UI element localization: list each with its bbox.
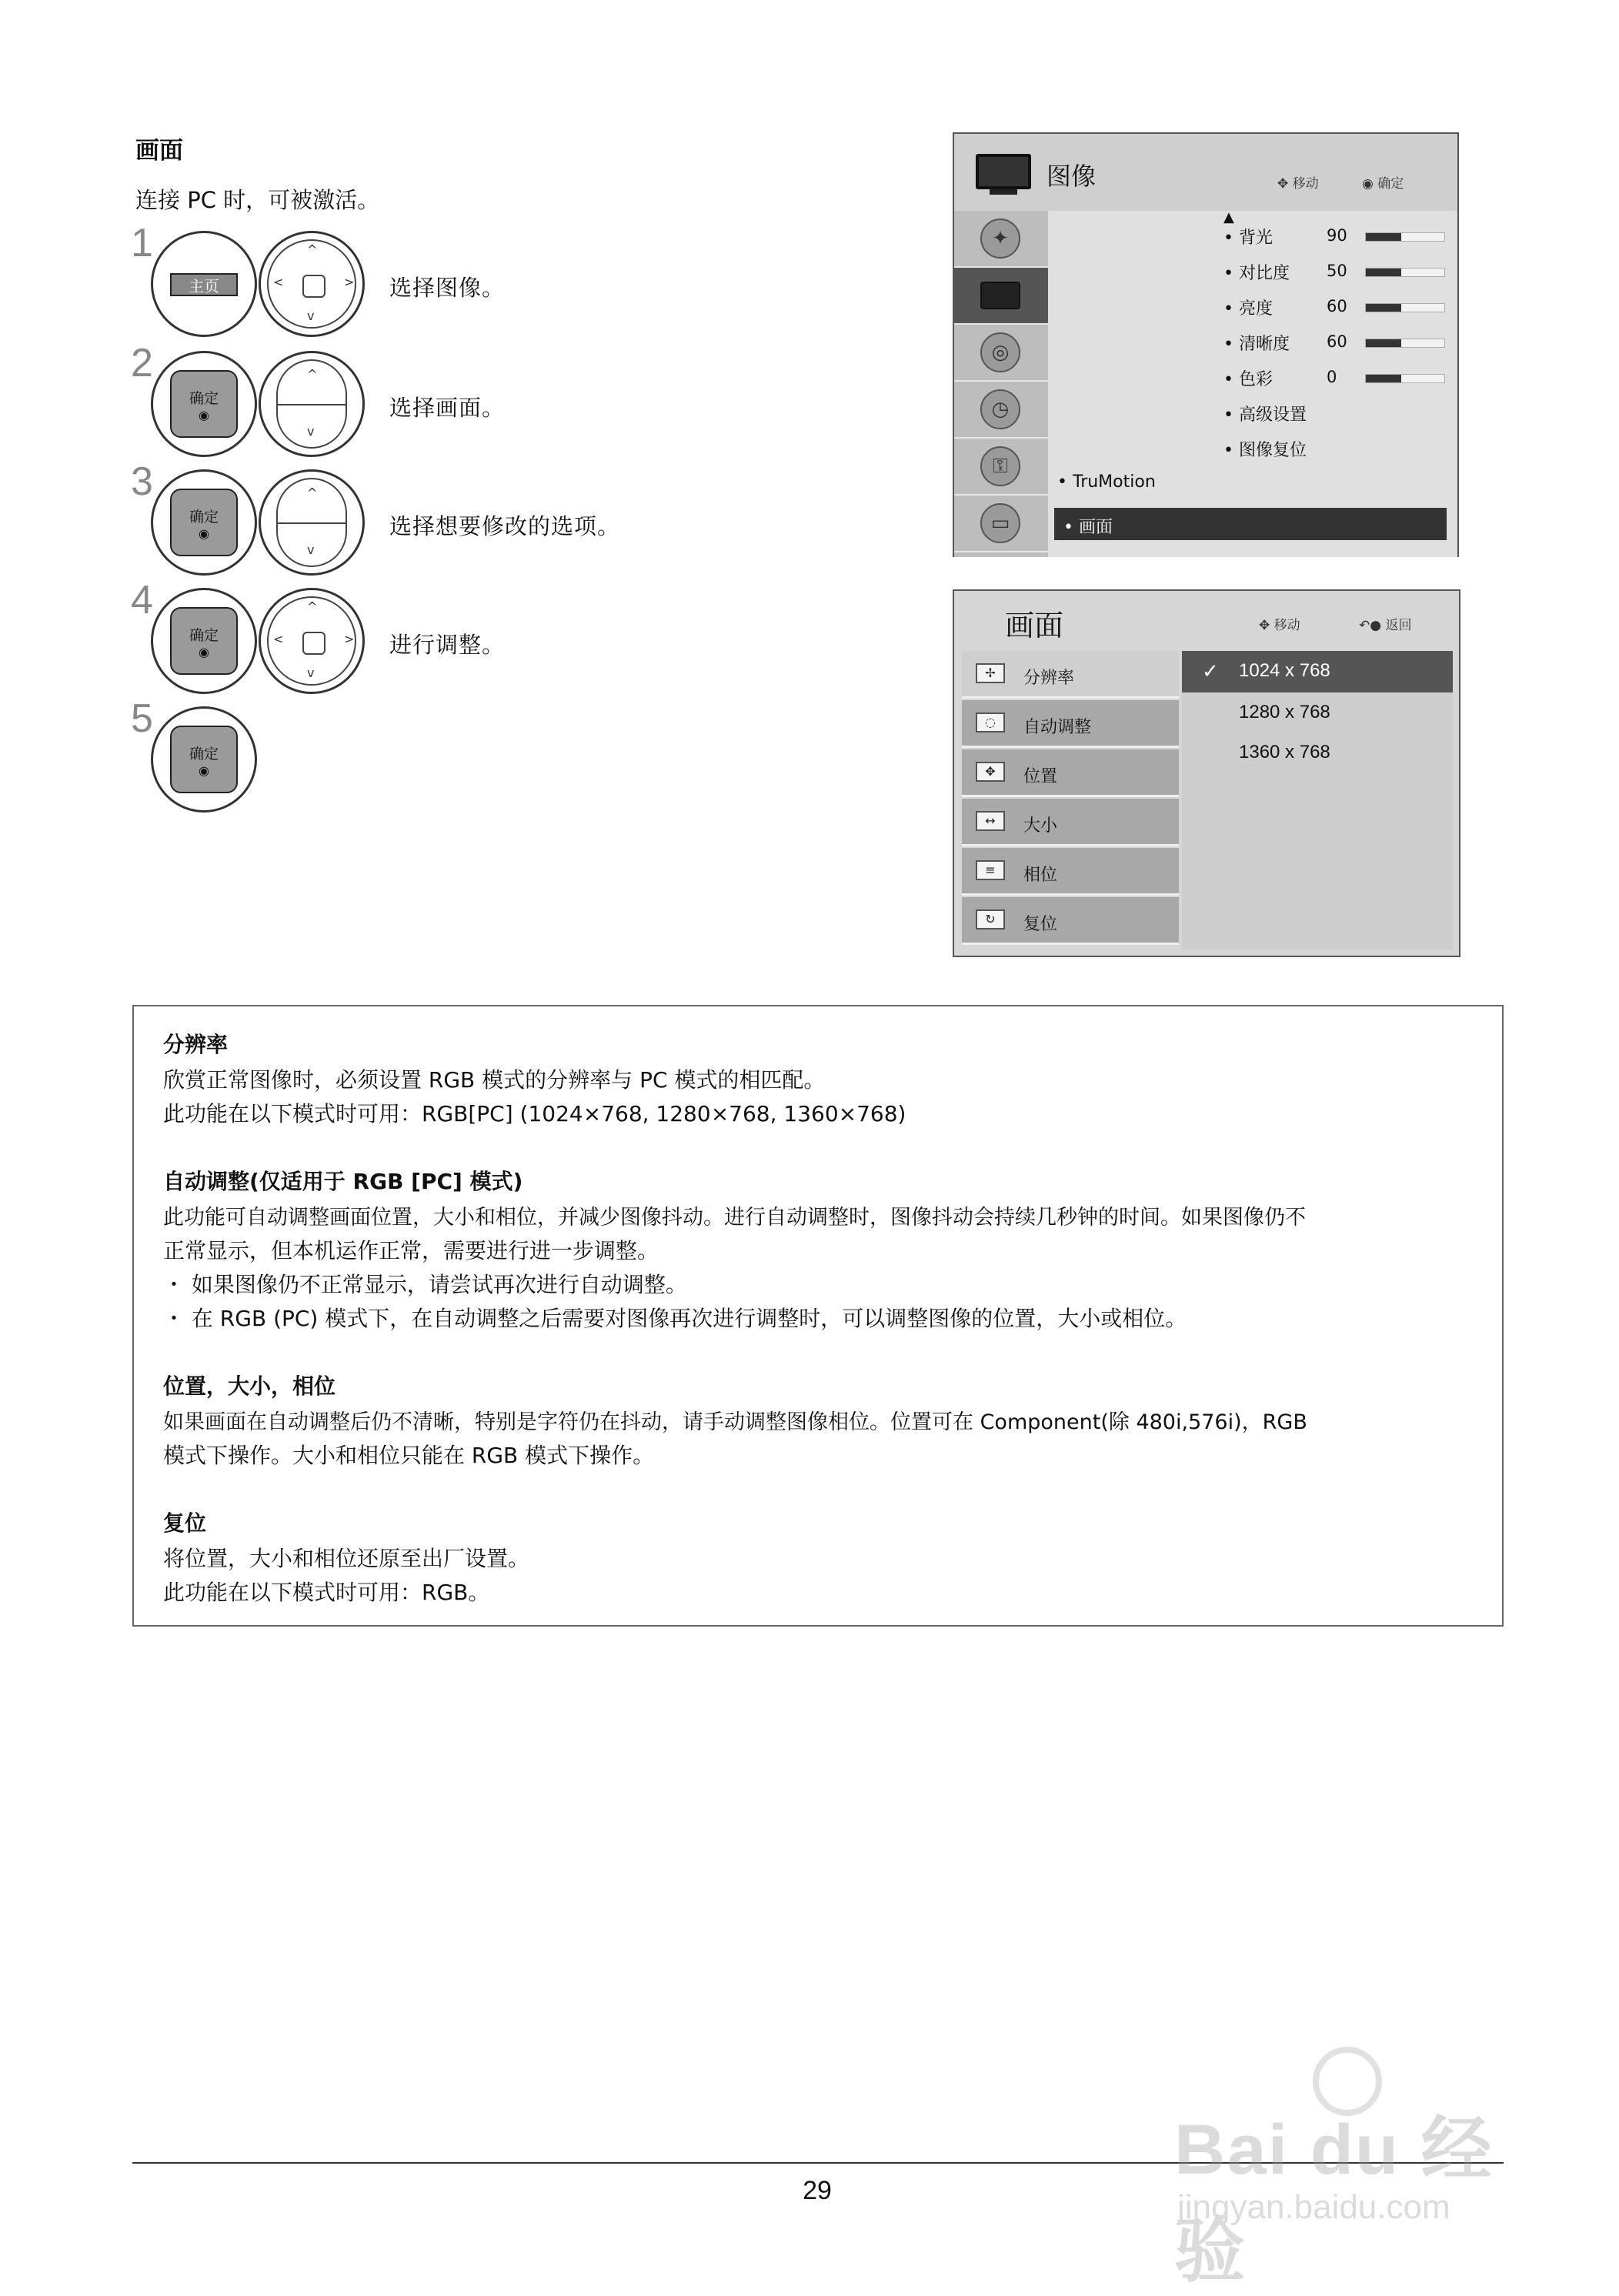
- step-number: 4: [131, 578, 153, 622]
- reset-icon: ↻: [976, 909, 1005, 929]
- row-label: 自动调整: [1023, 718, 1092, 737]
- item-value: 0: [1327, 368, 1337, 386]
- clock-icon: ◷: [980, 389, 1020, 429]
- ok-label: 确定: [189, 509, 219, 526]
- row-label: 分辨率: [1023, 669, 1075, 688]
- position-icon: ✥: [976, 762, 1005, 782]
- menu-item-trumotion[interactable]: • TruMotion: [1057, 472, 1156, 492]
- resolution-options: [1182, 651, 1453, 949]
- watermark-logo-text: Bai du 经验: [1174, 2111, 1494, 2291]
- screen-menu-title: 画面: [1005, 609, 1064, 642]
- level-bar[interactable]: [1365, 232, 1445, 242]
- ok-button[interactable]: [151, 706, 257, 813]
- picture-menu-title: 图像: [1047, 162, 1097, 191]
- step-number: 1: [131, 221, 153, 265]
- home-button[interactable]: [151, 231, 257, 337]
- ok-button[interactable]: [151, 588, 257, 694]
- menu-item-sharpness[interactable]: • 清晰度: [1223, 335, 1290, 354]
- step-text: 选择画面。: [389, 395, 506, 421]
- level-bar[interactable]: [1365, 268, 1445, 277]
- sidebar-item-setup[interactable]: [954, 211, 1048, 268]
- intro-text: 连接 PC 时，可被激活。: [135, 187, 380, 213]
- up-down-icon: ^ v: [276, 359, 347, 449]
- reset-heading: 复位: [163, 1510, 207, 1536]
- up-down-icon: ^ v: [276, 478, 347, 567]
- sidebar-item-picture[interactable]: [954, 268, 1048, 325]
- level-bar[interactable]: [1365, 339, 1445, 348]
- auto-config-text-2: 正常显示，但本机运作正常，需要进行进一步调整。: [163, 1238, 659, 1263]
- auto-config-icon: ◌: [976, 712, 1005, 733]
- nav-button[interactable]: [259, 588, 365, 694]
- ok-label: 确定: [189, 746, 219, 763]
- position-heading: 位置，大小，相位: [163, 1373, 336, 1399]
- row-label: 相位: [1023, 866, 1058, 885]
- level-bar[interactable]: [1365, 303, 1445, 312]
- step-number: 3: [131, 459, 153, 504]
- option-1280x768[interactable]: 1280 x 768: [1239, 702, 1330, 723]
- auto-config-text-1: 此功能可自动调整画面位置，大小和相位，并减少图像抖动。进行自动调整时，图像抖动会持续几秒钟的时间。如果图像仍不: [163, 1206, 1306, 1230]
- screen-row-size[interactable]: [962, 799, 1179, 846]
- toolbox-icon: ▭: [980, 503, 1020, 543]
- step-number: 2: [131, 341, 153, 385]
- move-hint: ✥ 移动: [1259, 618, 1300, 633]
- resolution-modes: 此功能在以下模式时可用：RGB[PC] (1024×768, 1280×768, 1360×768): [163, 1101, 906, 1126]
- sidebar-item-audio[interactable]: [954, 325, 1048, 382]
- resolution-icon: ✢: [976, 663, 1005, 683]
- ok-hint: ◉ 确定: [1362, 176, 1404, 192]
- resolution-text: 欣赏正常图像时，必须设置 RGB 模式的分辨率与 PC 模式的相匹配。: [163, 1067, 826, 1093]
- auto-config-heading: 自动调整(仅适用于 RGB [PC] 模式): [163, 1169, 523, 1194]
- step-2: [131, 341, 900, 474]
- check-icon: ✓: [1202, 660, 1219, 683]
- reset-text-1: 将位置，大小和相位还原至出厂设置。: [163, 1546, 530, 1571]
- satellite-icon: ✦: [980, 219, 1020, 259]
- level-bar[interactable]: [1365, 374, 1445, 383]
- ok-button[interactable]: [151, 469, 257, 576]
- size-icon: ↔: [976, 811, 1005, 831]
- row-label: 位置: [1023, 767, 1058, 786]
- nav-pad-icon: ^ v < >: [267, 239, 356, 329]
- row-label: 复位: [1023, 915, 1058, 934]
- screen-row-resolution[interactable]: [962, 651, 1179, 699]
- scroll-up-icon[interactable]: ▲: [1223, 209, 1234, 225]
- home-label: 主页: [170, 273, 238, 296]
- step-1: [131, 221, 900, 354]
- ok-dot-icon: ◉: [199, 645, 209, 659]
- watermark-url: jingyan.baidu.com: [1177, 2188, 1450, 2226]
- picture-menu-header: [954, 134, 1457, 212]
- ok-dot-icon: ◉: [199, 408, 209, 422]
- lock-icon: ⚿: [980, 446, 1020, 486]
- section-title: 画面: [135, 137, 183, 165]
- tv-icon: [976, 154, 1031, 189]
- step-text: 选择图像。: [389, 275, 506, 301]
- auto-config-bullet-2: ・ 在 RGB (PC) 模式下，在自动调整之后需要对图像再次进行调整时，可以调整图像的位置，大小或相位。: [163, 1306, 1187, 1331]
- menu-item-advanced[interactable]: • 高级设置: [1223, 405, 1307, 425]
- baidu-watermark: [1162, 2047, 1547, 2291]
- auto-config-bullet-1: ・ 如果图像仍不正常显示，请尝试再次进行自动调整。: [163, 1272, 687, 1297]
- screen-row-phase[interactable]: [962, 848, 1179, 896]
- item-value: 60: [1327, 332, 1347, 351]
- picture-menu-sidebar: [954, 211, 1048, 557]
- up-down-button[interactable]: [259, 351, 365, 457]
- picture-menu: [953, 132, 1459, 557]
- nav-button[interactable]: [259, 231, 365, 337]
- screen-menu: [953, 589, 1460, 957]
- ok-label: 确定: [189, 627, 219, 644]
- sidebar-item-option[interactable]: [954, 496, 1048, 552]
- page-number: 29: [803, 2176, 832, 2205]
- ok-button[interactable]: [151, 351, 257, 457]
- item-value: 60: [1327, 297, 1347, 315]
- picture-menu-items: [1048, 211, 1457, 557]
- ok-dot-icon: ◉: [199, 526, 209, 541]
- item-value: 50: [1327, 262, 1347, 280]
- up-down-button[interactable]: [259, 469, 365, 576]
- menu-item-screen[interactable]: [1054, 508, 1447, 540]
- step-5: [131, 696, 900, 829]
- option-1024x768[interactable]: 1024 x 768: [1239, 660, 1330, 681]
- screen-row-auto-config[interactable]: [962, 700, 1179, 748]
- row-label: 大小: [1023, 816, 1058, 836]
- ok-label: 确定: [189, 390, 219, 407]
- item-value: 90: [1327, 226, 1347, 245]
- step-text: 选择想要修改的选项。: [389, 513, 621, 539]
- back-hint[interactable]: ↶● 返回: [1359, 618, 1412, 633]
- screen-row-reset[interactable]: [962, 897, 1179, 945]
- info-box: [132, 1005, 1504, 1627]
- menu-item-color[interactable]: • 色彩: [1223, 370, 1273, 389]
- tv-icon: [980, 282, 1020, 309]
- menu-item-screen-label: • 画面: [1063, 518, 1113, 537]
- reset-text-2: 此功能在以下模式时可用：RGB。: [163, 1580, 490, 1605]
- step-4: [131, 578, 900, 711]
- move-hint: ✥ 移动: [1277, 176, 1319, 192]
- menu-item-contrast[interactable]: • 对比度: [1223, 264, 1290, 283]
- menu-item-backlight[interactable]: • 背光: [1223, 229, 1273, 248]
- sidebar-item-time[interactable]: [954, 382, 1048, 439]
- screen-row-position[interactable]: [962, 749, 1179, 797]
- position-text-1: 如果画面在自动调整后仍不清晰，特别是字符仍在抖动，请手动调整图像相位。位置可在 Component(除 480i,576i)，RGB: [163, 1410, 1307, 1434]
- step-3: [131, 459, 900, 592]
- menu-item-brightness[interactable]: • 亮度: [1223, 299, 1273, 319]
- position-text-2: 模式下操作。大小和相位只能在 RGB 模式下操作。: [163, 1443, 655, 1468]
- option-1360x768[interactable]: 1360 x 768: [1239, 742, 1330, 763]
- resolution-heading: 分辨率: [163, 1032, 229, 1057]
- ok-dot-icon: ◉: [199, 763, 209, 778]
- phase-icon: ≡: [976, 860, 1005, 880]
- step-text: 进行调整。: [389, 632, 506, 658]
- menu-item-picture-reset[interactable]: • 图像复位: [1223, 441, 1307, 460]
- speaker-icon: ◎: [980, 332, 1020, 372]
- nav-pad-icon: ^ v < >: [267, 596, 356, 686]
- step-number: 5: [131, 696, 153, 741]
- sidebar-item-lock[interactable]: [954, 439, 1048, 496]
